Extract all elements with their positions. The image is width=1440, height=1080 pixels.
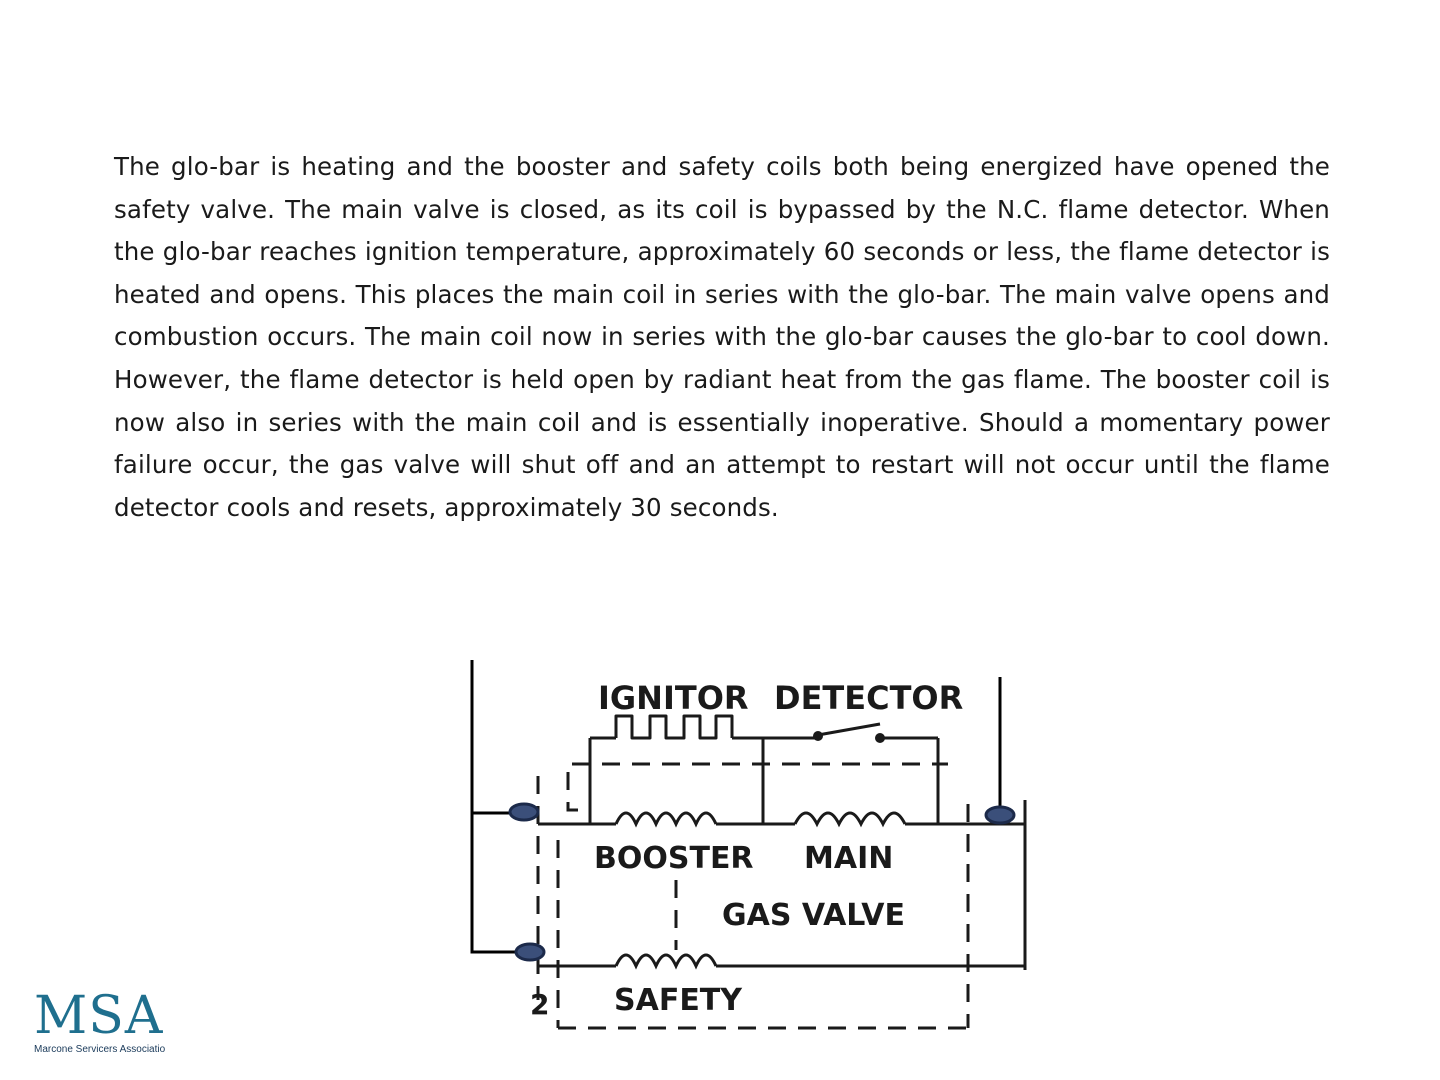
housing-top-dash [568, 764, 948, 810]
coil-bus [538, 800, 1025, 970]
logo-tagline: Marcone Servicers Associatio [34, 1044, 166, 1055]
booster-label: BOOSTER [594, 841, 754, 876]
detector-switch [763, 724, 938, 743]
safety-label: SAFETY [614, 983, 742, 1018]
msa-logo [34, 988, 184, 1058]
detector-contact-right [875, 733, 885, 743]
terminal-2-marker [516, 944, 544, 960]
terminal-number-label: 2 [530, 988, 550, 1021]
detector-label: DETECTOR [774, 679, 964, 717]
main-label: MAIN [804, 841, 894, 876]
left-supply-lead [472, 660, 525, 813]
safety-coil [616, 955, 716, 966]
left-supply-branch [472, 813, 525, 952]
terminals [510, 804, 1014, 960]
detector-contact-left [813, 731, 823, 741]
gas-valve-label: GAS VALVE [722, 898, 905, 933]
gas-valve-housing [538, 746, 968, 1028]
logo-mark: MSA [34, 986, 164, 1046]
terminal-1-marker [510, 804, 538, 820]
main-coil [795, 813, 905, 824]
description-paragraph: The glo-bar is heating and the booster and safety coils both being energized have opened the safety valve. The main valve is closed, as its coil is bypassed by the N.C. flame detector. When the glo-bar reaches ignition temperature, approximately 60 seconds or less, the flame detector is heated and opens. This places the main coil in series with the glo-bar. The main valve opens and combustion occurs. The main coil now in series with the glo-bar causes the glo-bar to cool down. However, the flame detector is held open by radiant heat from the gas flame. The booster coil is now also in series with the main coil and is essentially inoperative. Should a momentary power failure occur, the gas valve will shut off and an attempt to restart will not occur until the flame detector cools and resets, approximately 30 seconds. [114, 152, 1330, 522]
ignitor-glo-bar-element [616, 716, 732, 738]
ignitor-label: IGNITOR [598, 679, 749, 717]
terminal-3-marker [986, 807, 1014, 823]
booster-coil [616, 813, 716, 824]
